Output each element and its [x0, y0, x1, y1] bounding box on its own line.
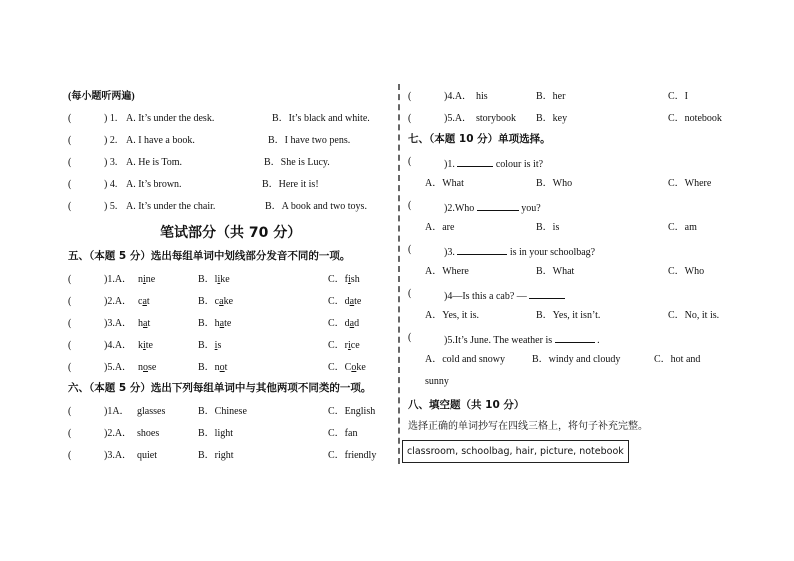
- option-b: B．her: [536, 91, 566, 102]
- word-part: a: [142, 296, 147, 307]
- question-number: ) 1.: [104, 113, 118, 124]
- answer-paren-open: (: [68, 450, 72, 461]
- section-5-title: 五、（本题 5 分）选出每组单词中划线部分发音不同的一项。: [68, 250, 351, 262]
- answer-paren-open: (: [408, 91, 412, 102]
- word-part: te: [145, 340, 153, 351]
- option-a: A．What: [425, 178, 464, 189]
- option-b: [198, 340, 221, 352]
- option-c: C．hot and: [654, 354, 701, 365]
- written-title: 笔试部分（共 70 分）: [160, 225, 302, 241]
- word-part: C．: [328, 296, 345, 307]
- question-number: )1.A．: [104, 274, 133, 285]
- option-c: [328, 362, 366, 374]
- word-part: k: [138, 340, 143, 351]
- word-part: B．: [198, 340, 215, 351]
- option-c-continued: sunny: [425, 376, 449, 387]
- option-a: A．cold and snowy: [425, 354, 505, 365]
- word-part: a: [219, 296, 224, 307]
- option-a: [138, 340, 153, 352]
- question-stem: )5.It’s June. The weather is: [444, 335, 555, 346]
- option-b: B．Here it is!: [262, 179, 319, 190]
- question-stem: )1.: [444, 159, 458, 170]
- section-7-title: 七、（本题 10 分）单项选择。: [408, 133, 551, 145]
- word-part: C．: [328, 274, 345, 285]
- question-text: [444, 200, 541, 215]
- answer-paren-open: (: [68, 113, 72, 124]
- answer-paren-open: (: [68, 157, 72, 168]
- option-a: his: [476, 91, 488, 102]
- option-b: B．A book and two toys.: [265, 201, 367, 212]
- answer-paren-open: (: [408, 244, 412, 255]
- option-a: A. It’s under the chair.: [126, 201, 216, 212]
- word-part: i: [214, 340, 218, 351]
- question-number: )3.A．: [104, 318, 133, 329]
- question-tail: is in your schoolbag?: [507, 247, 596, 258]
- section-8-instructions: 选择正确的单词抄写在四线三格上，将句子补充完整。: [408, 421, 648, 432]
- option-a: shoes: [137, 428, 160, 439]
- option-a: A．Yes, it is.: [425, 310, 479, 321]
- word-part: n: [214, 362, 220, 373]
- word-part: ne: [145, 274, 156, 285]
- word-part: d: [344, 296, 350, 307]
- answer-paren-open: (: [408, 200, 412, 211]
- question-stem: )2.Who: [444, 203, 477, 214]
- word-part: n: [138, 362, 143, 373]
- option-c: C．notebook: [668, 113, 722, 124]
- option-c: C．friendly: [328, 450, 377, 461]
- option-c: C．Where: [668, 178, 712, 189]
- option-b: B．It’s black and white.: [272, 113, 370, 124]
- option-c: C．No, it is.: [668, 310, 720, 321]
- question-tail: colour is it?: [493, 159, 544, 170]
- word-part: n: [138, 274, 143, 285]
- option-c: C．Who: [668, 266, 705, 277]
- option-b: B．Yes, it isn’t.: [536, 310, 601, 321]
- word-part: ke: [220, 274, 230, 285]
- word-part: te: [224, 318, 232, 329]
- option-a: [138, 318, 150, 330]
- option-c: C．I: [668, 91, 688, 102]
- word-part: l: [214, 274, 218, 285]
- option-c: C．English: [328, 406, 376, 417]
- option-b: B．Who: [536, 178, 573, 189]
- word-part: ke: [223, 296, 234, 307]
- option-a: A. It’s under the desk.: [126, 113, 215, 124]
- answer-paren-open: (: [68, 318, 72, 329]
- question-number: )4.A．: [104, 340, 133, 351]
- word-part: o: [143, 362, 148, 373]
- word-part: B．: [198, 296, 215, 307]
- question-text: [444, 244, 595, 259]
- option-a: A．Where: [425, 266, 469, 277]
- answer-paren-open: (: [68, 201, 72, 212]
- word-part: t: [146, 296, 150, 307]
- answer-paren-open: (: [68, 296, 72, 307]
- question-number: ) 3.: [104, 157, 118, 168]
- option-b: B．Chinese: [198, 406, 247, 417]
- word-part: c: [138, 296, 143, 307]
- option-a: A. It’s brown.: [126, 179, 182, 190]
- word-part: te: [354, 296, 362, 307]
- option-b: B．windy and cloudy: [532, 354, 621, 365]
- word-part: ke: [356, 362, 366, 373]
- option-c: C．am: [668, 222, 697, 233]
- question-number: )2.A．: [104, 296, 133, 307]
- section-6-title: 六、（本题 5 分）选出下列每组单词中与其他两项不同类的一项。: [68, 382, 372, 394]
- option-b: B．is: [536, 222, 560, 233]
- word-part: o: [219, 362, 225, 373]
- option-b: B．I have two pens.: [268, 135, 351, 146]
- option-c: [328, 340, 360, 352]
- word-part: a: [219, 318, 225, 329]
- word-part: se: [148, 362, 157, 373]
- option-a: A. He is Tom.: [126, 157, 183, 168]
- answer-blank: [477, 200, 519, 211]
- word-part: a: [349, 318, 355, 329]
- word-part: i: [143, 274, 146, 285]
- word-part: o: [351, 362, 357, 373]
- answer-paren-open: (: [408, 332, 412, 343]
- word-part: C．: [328, 362, 345, 373]
- word-part: C．: [328, 340, 345, 351]
- question-text: [444, 288, 565, 303]
- word-part: C: [344, 362, 352, 373]
- question-number: )1A．: [104, 406, 130, 417]
- word-part: d: [344, 318, 350, 329]
- word-part: a: [349, 296, 355, 307]
- question-tail: you?: [518, 203, 541, 214]
- word-part: t: [147, 318, 151, 329]
- word-part: h: [138, 318, 143, 329]
- answer-blank: [555, 332, 595, 343]
- word-part: i: [348, 340, 351, 351]
- word-part: f: [344, 274, 349, 285]
- question-text: [444, 332, 600, 347]
- option-a: A．are: [425, 222, 455, 233]
- answer-paren-open: (: [408, 288, 412, 299]
- word-part: a: [143, 318, 148, 329]
- option-a: storybook: [476, 113, 516, 124]
- word-part: i: [143, 340, 146, 351]
- answer-blank: [457, 156, 493, 167]
- option-b: [198, 318, 231, 330]
- option-b: B．key: [536, 113, 568, 124]
- listen-note: (每小题听两遍): [68, 91, 135, 102]
- word-part: B．: [198, 274, 215, 285]
- question-stem: )3.: [444, 247, 458, 258]
- question-number: )2.A．: [104, 428, 133, 439]
- word-part: ce: [350, 340, 360, 351]
- question-number: )5.A．: [444, 113, 473, 124]
- section-8-title: 八、填空题（共 10 分）: [408, 399, 525, 411]
- word-part: i: [217, 274, 221, 285]
- word-part: s: [217, 340, 222, 351]
- question-number: )3.A．: [104, 450, 133, 461]
- option-a: [138, 296, 150, 308]
- answer-paren-open: (: [68, 135, 72, 146]
- question-number: ) 5.: [104, 201, 118, 212]
- question-number: ) 2.: [104, 135, 118, 146]
- option-b: [198, 362, 227, 374]
- option-b: B．light: [198, 428, 234, 439]
- answer-paren-open: (: [408, 113, 412, 124]
- option-a: [138, 362, 156, 374]
- answer-paren-open: (: [68, 274, 72, 285]
- answer-paren-open: (: [68, 340, 72, 351]
- question-number: )5.A．: [104, 362, 133, 373]
- dashed-divider: [398, 84, 400, 464]
- option-a: [138, 274, 155, 286]
- answer-blank: [457, 244, 507, 255]
- word-part: r: [344, 340, 349, 351]
- answer-paren-open: (: [68, 362, 72, 373]
- word-part: h: [214, 318, 220, 329]
- word-part: t: [224, 362, 228, 373]
- word-part: i: [348, 274, 351, 285]
- option-b: B．What: [536, 266, 575, 277]
- option-c: [328, 296, 361, 308]
- question-number: ) 4.: [104, 179, 118, 190]
- option-c: [328, 318, 359, 330]
- option-c: C．fan: [328, 428, 358, 439]
- question-tail: .: [594, 335, 600, 346]
- word-part: C．: [328, 318, 345, 329]
- option-c: [328, 274, 360, 286]
- word-part: B．: [198, 318, 215, 329]
- question-text: [444, 156, 543, 171]
- option-b: B．right: [198, 450, 234, 461]
- word-part: d: [354, 318, 360, 329]
- option-a: glasses: [137, 406, 166, 417]
- question-number: )4.A．: [444, 91, 473, 102]
- answer-blank: [529, 288, 565, 299]
- word-part: sh: [350, 274, 360, 285]
- answer-paren-open: (: [68, 179, 72, 190]
- option-b: [198, 274, 230, 286]
- option-b: [198, 296, 233, 308]
- option-a: quiet: [137, 450, 157, 461]
- answer-paren-open: (: [68, 406, 72, 417]
- answer-paren-open: (: [68, 428, 72, 439]
- answer-paren-open: (: [408, 156, 412, 167]
- word-part: B．: [198, 362, 215, 373]
- question-stem: )4—Is this a cab? —: [444, 291, 530, 302]
- option-a: A. I have a book.: [126, 135, 195, 146]
- word-bank-box: classroom, schoolbag, hair, picture, notebook: [402, 440, 629, 463]
- word-part: c: [214, 296, 220, 307]
- option-b: B．She is Lucy.: [264, 157, 330, 168]
